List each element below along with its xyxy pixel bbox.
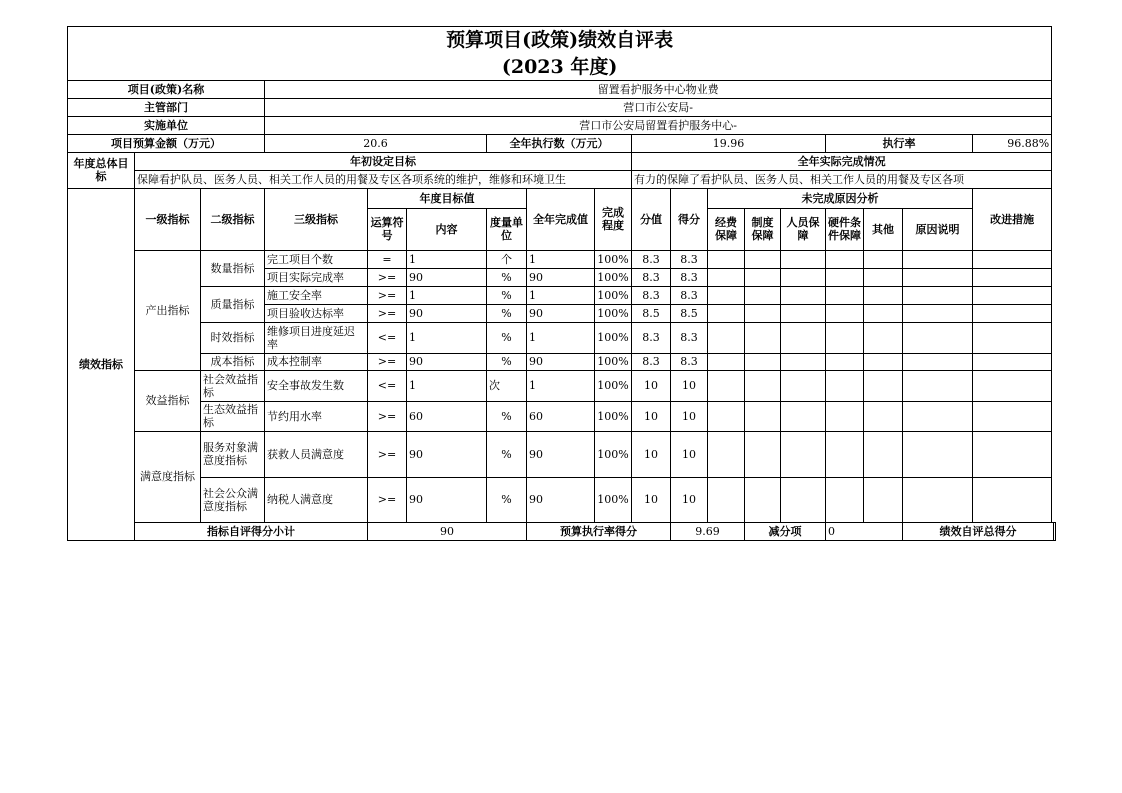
- empty-cell: [864, 304, 903, 322]
- row-op: >=: [368, 353, 407, 370]
- empty-cell: [973, 370, 1052, 401]
- empty-cell: [781, 304, 826, 322]
- public-satisfaction-indicator: 社会公众满意度指标: [201, 477, 265, 522]
- row-op: >=: [368, 431, 407, 477]
- empty-cell: [708, 401, 745, 431]
- benefit-indicator: 效益指标: [135, 370, 201, 431]
- empty-cell: [973, 353, 1052, 370]
- row-content: 1: [407, 370, 487, 401]
- empty-cell: [708, 370, 745, 401]
- row-got: 10: [671, 401, 708, 431]
- row-degree: 100%: [595, 322, 632, 353]
- budget-score-value: 9.69: [671, 522, 745, 540]
- empty-cell: [826, 370, 864, 401]
- row-score: 10: [632, 477, 671, 522]
- empty-cell: [864, 401, 903, 431]
- empty-cell: [973, 401, 1052, 431]
- empty-cell: [708, 250, 745, 268]
- row-got: 8.5: [671, 304, 708, 322]
- empty-cell: [781, 401, 826, 431]
- timeliness-indicator: 时效指标: [201, 322, 265, 353]
- unit-label: 实施单位: [68, 116, 265, 134]
- row-content: 90: [407, 304, 487, 322]
- row-name: 完工项目个数: [265, 250, 368, 268]
- empty-cell: [781, 370, 826, 401]
- empty-cell: [826, 477, 864, 522]
- empty-cell: [826, 304, 864, 322]
- empty-cell: [903, 286, 973, 304]
- row-name: 项目验收达标率: [265, 304, 368, 322]
- empty-cell: [864, 431, 903, 477]
- empty-cell: [745, 322, 781, 353]
- row-op: >=: [368, 304, 407, 322]
- deduct-label: 减分项: [745, 522, 826, 540]
- row-score: 10: [632, 370, 671, 401]
- empty-cell: [973, 431, 1052, 477]
- empty-cell: [973, 477, 1052, 522]
- lvl1-header: 一级指标: [135, 188, 201, 250]
- target-header: 年度目标值: [368, 188, 527, 208]
- row-got: 10: [671, 370, 708, 401]
- row-name: 项目实际完成率: [265, 268, 368, 286]
- empty-cell: [973, 250, 1052, 268]
- empty-cell: [903, 250, 973, 268]
- page-subtitle: (2023 年度): [68, 54, 1052, 81]
- empty-cell: [745, 304, 781, 322]
- row-op: <=: [368, 370, 407, 401]
- rate-value: 96.88%: [973, 134, 1052, 152]
- row-done: 1: [527, 322, 595, 353]
- row-unit: %: [487, 401, 527, 431]
- row-degree: 100%: [595, 401, 632, 431]
- reason-system-header: 制度保障: [745, 208, 781, 250]
- dept-value: 营口市公安局-: [265, 98, 1052, 116]
- row-score: 8.5: [632, 304, 671, 322]
- empty-cell: [973, 304, 1052, 322]
- empty-cell: [708, 268, 745, 286]
- row-op: >=: [368, 268, 407, 286]
- row-done: 90: [527, 477, 595, 522]
- empty-cell: [864, 322, 903, 353]
- empty-cell: [864, 477, 903, 522]
- reason-header: 未完成原因分析: [708, 188, 973, 208]
- total-score-label: 绩效自评总得分: [903, 522, 1054, 540]
- row-got: 10: [671, 477, 708, 522]
- row-done: 90: [527, 268, 595, 286]
- empty-cell: [781, 268, 826, 286]
- empty-cell: [903, 431, 973, 477]
- lvl2-header: 二级指标: [201, 188, 265, 250]
- reason-funds-header: 经费保障: [708, 208, 745, 250]
- row-op: >=: [368, 477, 407, 522]
- row-score: 8.3: [632, 250, 671, 268]
- actual-goal-header: 全年实际完成情况: [632, 152, 1052, 170]
- row-content: 90: [407, 431, 487, 477]
- quantity-indicator: 数量指标: [201, 250, 265, 286]
- row-got: 8.3: [671, 353, 708, 370]
- page-title: 预算项目(政策)绩效自评表: [68, 27, 1052, 54]
- content-header: 内容: [407, 208, 487, 250]
- empty-cell: [826, 401, 864, 431]
- row-unit: %: [487, 286, 527, 304]
- row-op: =: [368, 250, 407, 268]
- perf-indicator-label: 绩效指标: [68, 188, 135, 540]
- budget-score-label: 预算执行率得分: [527, 522, 671, 540]
- row-name: 节约用水率: [265, 401, 368, 431]
- empty-cell: [903, 401, 973, 431]
- unit-value: 营口市公安局留置看护服务中心-: [265, 116, 1052, 134]
- row-got: 8.3: [671, 268, 708, 286]
- empty-cell: [973, 268, 1052, 286]
- row-score: 8.3: [632, 353, 671, 370]
- empty-cell: [903, 322, 973, 353]
- empty-cell: [826, 353, 864, 370]
- row-degree: 100%: [595, 370, 632, 401]
- rate-label: 执行率: [826, 134, 973, 152]
- row-content: 60: [407, 401, 487, 431]
- service-satisfaction-indicator: 服务对象满意度指标: [201, 431, 265, 477]
- empty-cell: [745, 353, 781, 370]
- empty-cell: [864, 268, 903, 286]
- row-unit: 个: [487, 250, 527, 268]
- empty-cell: [781, 250, 826, 268]
- annual-goal-label: 年度总体目标: [68, 152, 135, 188]
- row-done: 90: [527, 431, 595, 477]
- empty-cell: [781, 286, 826, 304]
- subtotal-value: 90: [368, 522, 527, 540]
- row-degree: 100%: [595, 268, 632, 286]
- actual-goal-text: 有力的保障了看护队员、医务人员、相关工作人员的用餐及专区各项: [632, 170, 1052, 188]
- row-name: 安全事故发生数: [265, 370, 368, 401]
- exec-value: 19.96: [632, 134, 826, 152]
- empty-cell: [973, 286, 1052, 304]
- row-degree: 100%: [595, 286, 632, 304]
- empty-cell: [745, 431, 781, 477]
- performance-evaluation-table: [67, 26, 1056, 541]
- row-content: 90: [407, 268, 487, 286]
- empty-cell: [864, 286, 903, 304]
- quality-indicator: 质量指标: [201, 286, 265, 322]
- empty-cell: [973, 322, 1052, 353]
- row-score: 10: [632, 431, 671, 477]
- row-got: 8.3: [671, 322, 708, 353]
- subtotal-label: 指标自评得分小计: [135, 522, 368, 540]
- budget-label: 项目预算金额（万元）: [68, 134, 265, 152]
- row-unit: %: [487, 322, 527, 353]
- row-score: 8.3: [632, 268, 671, 286]
- row-degree: 100%: [595, 431, 632, 477]
- row-op: >=: [368, 401, 407, 431]
- empty-cell: [708, 431, 745, 477]
- improve-header: 改进措施: [973, 188, 1052, 250]
- cost-indicator: 成本指标: [201, 353, 265, 370]
- empty-cell: [708, 322, 745, 353]
- row-score: 8.3: [632, 322, 671, 353]
- row-content: 1: [407, 286, 487, 304]
- row-got: 8.3: [671, 286, 708, 304]
- row-name: 获救人员满意度: [265, 431, 368, 477]
- empty-cell: [903, 304, 973, 322]
- row-degree: 100%: [595, 477, 632, 522]
- row-degree: 100%: [595, 353, 632, 370]
- row-op: <=: [368, 322, 407, 353]
- initial-goal-header: 年初设定目标: [135, 152, 632, 170]
- row-done: 1: [527, 286, 595, 304]
- empty-cell: [864, 370, 903, 401]
- reason-note-header: 原因说明: [903, 208, 973, 250]
- row-unit: 次: [487, 370, 527, 401]
- row-unit: %: [487, 304, 527, 322]
- row-name: 施工安全率: [265, 286, 368, 304]
- empty-cell: [781, 477, 826, 522]
- reason-hardware-header: 硬件条件保障: [826, 208, 864, 250]
- row-done: 60: [527, 401, 595, 431]
- empty-cell: [708, 477, 745, 522]
- unit-header: 度量单位: [487, 208, 527, 250]
- empty-cell: [708, 353, 745, 370]
- empty-cell: [826, 250, 864, 268]
- done-header: 全年完成值: [527, 188, 595, 250]
- eco-benefit-indicator: 生态效益指标: [201, 401, 265, 431]
- degree-header: 完成程度: [595, 188, 632, 250]
- empty-cell: [708, 304, 745, 322]
- empty-cell: [781, 322, 826, 353]
- row-content: 1: [407, 250, 487, 268]
- row-name: 维修项目进度延迟率: [265, 322, 368, 353]
- score-header: 分值: [632, 188, 671, 250]
- empty-cell: [745, 401, 781, 431]
- got-header: 得分: [671, 188, 708, 250]
- empty-cell: [781, 431, 826, 477]
- row-unit: %: [487, 477, 527, 522]
- satisfaction-indicator: 满意度指标: [135, 431, 201, 522]
- empty-cell: [903, 268, 973, 286]
- row-name: 纳税人满意度: [265, 477, 368, 522]
- empty-cell: [903, 370, 973, 401]
- row-score: 10: [632, 401, 671, 431]
- reason-staff-header: 人员保障: [781, 208, 826, 250]
- empty-cell: [826, 431, 864, 477]
- reason-other-header: 其他: [864, 208, 903, 250]
- empty-cell: [864, 250, 903, 268]
- op-header: 运算符号: [368, 208, 407, 250]
- empty-cell: [745, 477, 781, 522]
- dept-label: 主管部门: [68, 98, 265, 116]
- empty-cell: [826, 286, 864, 304]
- row-got: 8.3: [671, 250, 708, 268]
- row-degree: 100%: [595, 250, 632, 268]
- row-op: >=: [368, 286, 407, 304]
- row-score: 8.3: [632, 286, 671, 304]
- row-name: 成本控制率: [265, 353, 368, 370]
- row-done: 90: [527, 353, 595, 370]
- initial-goal-text: 保障看护队员、医务人员、相关工作人员的用餐及专区各项系统的维护，维修和环境卫生: [135, 170, 632, 188]
- row-done: 1: [527, 250, 595, 268]
- empty-cell: [864, 353, 903, 370]
- empty-cell: [826, 268, 864, 286]
- deduct-value: 0: [826, 522, 903, 540]
- row-content: 90: [407, 353, 487, 370]
- empty-cell: [745, 250, 781, 268]
- project-name-value: 留置看护服务中心物业费: [265, 80, 1052, 98]
- empty-cell: [903, 353, 973, 370]
- empty-cell: [745, 268, 781, 286]
- row-unit: %: [487, 268, 527, 286]
- empty-cell: [745, 370, 781, 401]
- row-content: 1: [407, 322, 487, 353]
- project-name-label: 项目(政策)名称: [68, 80, 265, 98]
- empty-cell: [745, 286, 781, 304]
- row-content: 90: [407, 477, 487, 522]
- output-indicator: 产出指标: [135, 250, 201, 370]
- empty-cell: [781, 353, 826, 370]
- row-degree: 100%: [595, 304, 632, 322]
- exec-label: 全年执行数（万元）: [487, 134, 632, 152]
- budget-value: 20.6: [265, 134, 487, 152]
- empty-cell: [903, 477, 973, 522]
- row-got: 10: [671, 431, 708, 477]
- empty-cell: [826, 322, 864, 353]
- lvl3-header: 三级指标: [265, 188, 368, 250]
- empty-cell: [708, 286, 745, 304]
- row-done: 1: [527, 370, 595, 401]
- row-unit: %: [487, 431, 527, 477]
- row-done: 90: [527, 304, 595, 322]
- row-unit: %: [487, 353, 527, 370]
- total-score-value: [1054, 522, 1056, 540]
- social-benefit-indicator: 社会效益指标: [201, 370, 265, 401]
